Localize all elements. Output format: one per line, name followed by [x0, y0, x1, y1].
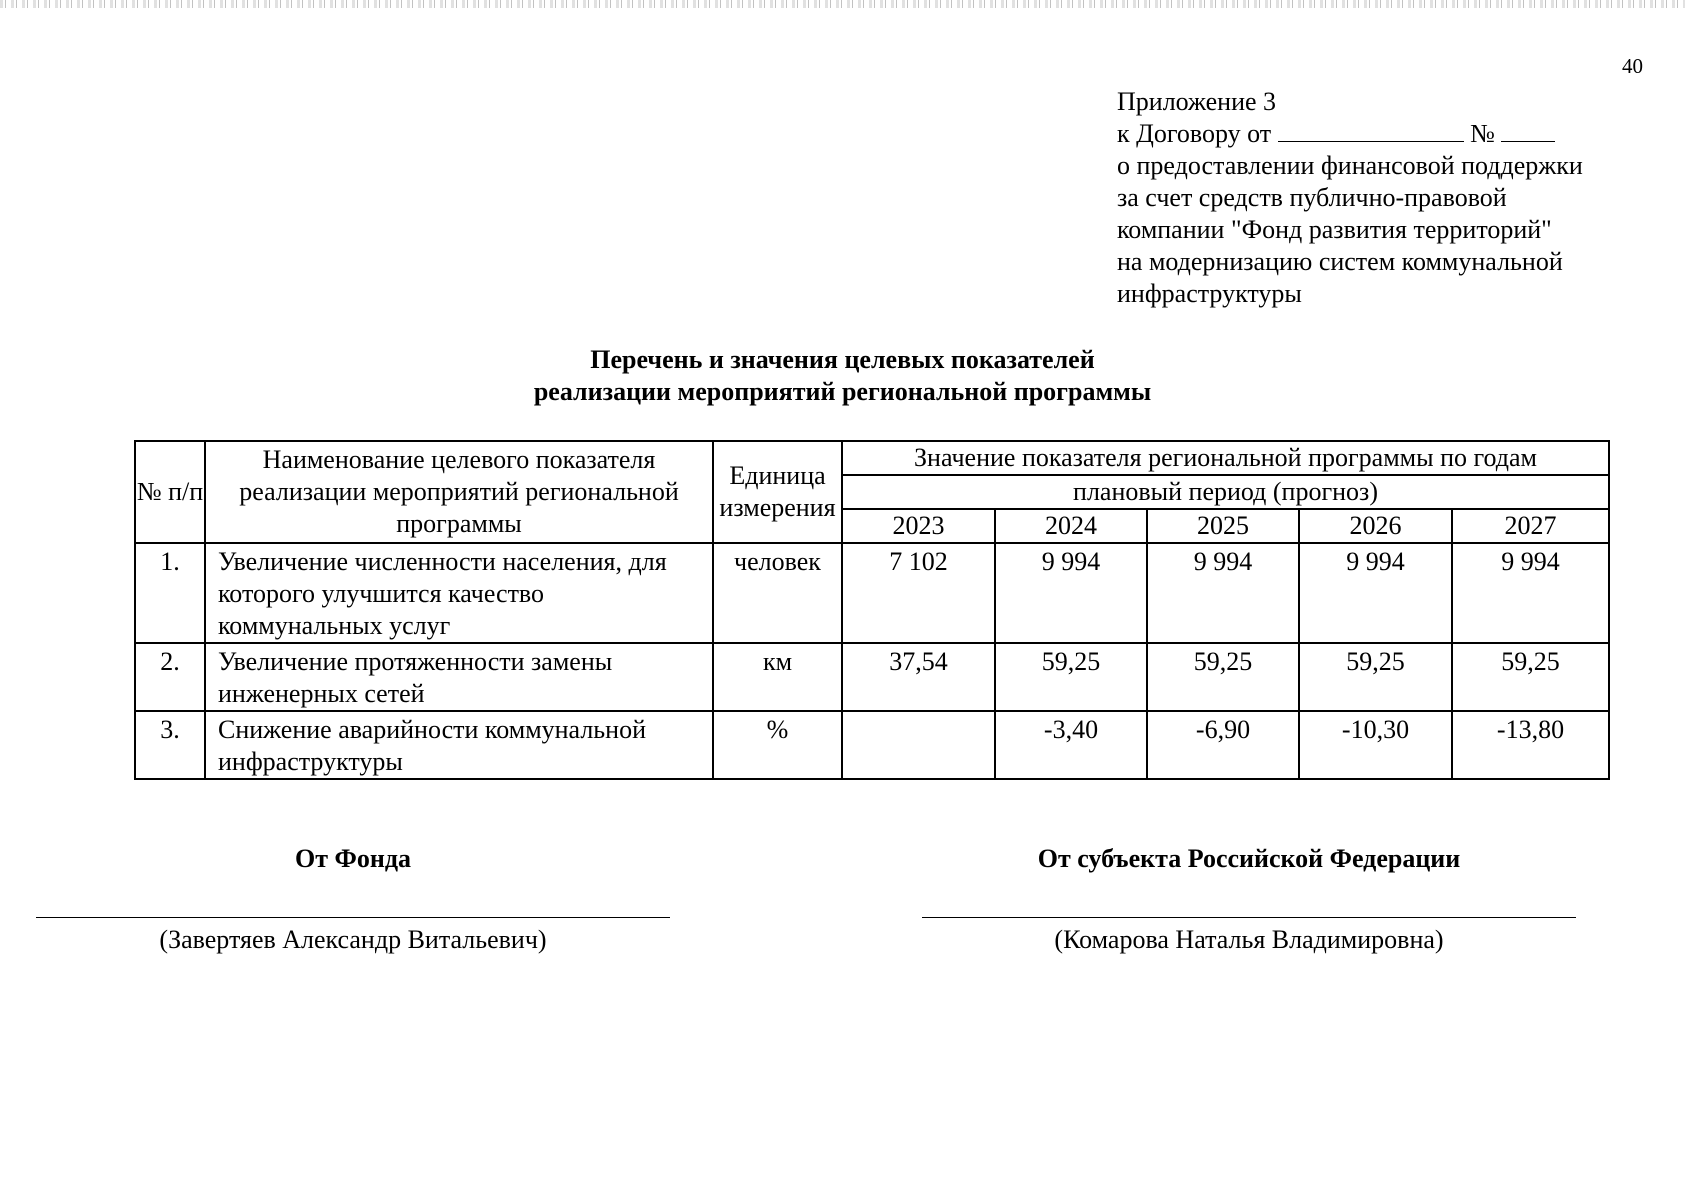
region-signature-title: От субъекта Российской Федерации	[1037, 844, 1461, 873]
scan-edge-noise	[0, 0, 1685, 8]
region-signature-line	[922, 887, 1576, 918]
value-2027: -13,80	[1452, 711, 1609, 779]
value-2024: 59,25	[995, 643, 1147, 711]
indicator-name: Снижение аварийности коммунальной инфраструктуры	[205, 711, 713, 779]
fund-signature-block	[36, 843, 670, 956]
fund-signature-line	[36, 887, 670, 918]
appendix-line-7: инфраструктуры	[1117, 279, 1302, 308]
region-signature-block	[922, 843, 1576, 956]
fund-signatory-name: (Завертяев Александр Витальевич)	[159, 925, 547, 954]
table-row	[135, 643, 1609, 711]
appendix-line-2	[1117, 118, 1657, 150]
header-values-by-year: Значение показателя региональной программы по годам	[842, 441, 1609, 475]
target-indicators-table	[134, 440, 1610, 780]
contract-number-blank	[1501, 119, 1555, 142]
contract-number-sign: №	[1470, 119, 1495, 148]
value-2023	[842, 711, 995, 779]
header-indicator-name: Наименование целевого показателя реализации мероприятий региональной программы	[205, 441, 713, 543]
fund-signature-title: От Фонда	[295, 844, 411, 873]
document-title	[0, 344, 1685, 408]
value-2024: -3,40	[995, 711, 1147, 779]
appendix-line-5: компании "Фонд развития территорий"	[1117, 215, 1552, 244]
header-year-2027: 2027	[1452, 509, 1609, 543]
contract-from-label: к Договору от	[1117, 119, 1272, 148]
table-row	[135, 711, 1609, 779]
indicator-unit: человек	[713, 543, 842, 643]
document-title-line-1: Перечень и значения целевых показателей	[590, 345, 1095, 374]
value-2027: 9 994	[1452, 543, 1609, 643]
contract-date-blank	[1278, 119, 1464, 142]
value-2025: 59,25	[1147, 643, 1299, 711]
appendix-line-6: на модернизацию систем коммунальной	[1117, 247, 1563, 276]
value-2026: 9 994	[1299, 543, 1452, 643]
row-number: 3.	[135, 711, 205, 779]
value-2023: 7 102	[842, 543, 995, 643]
header-year-2023: 2023	[842, 509, 995, 543]
header-year-2026: 2026	[1299, 509, 1452, 543]
region-signatory-name: (Комарова Наталья Владимировна)	[1054, 925, 1444, 954]
row-number: 1.	[135, 543, 205, 643]
value-2025: -6,90	[1147, 711, 1299, 779]
indicator-unit: км	[713, 643, 842, 711]
page-number: 40	[1622, 54, 1643, 78]
value-2026: 59,25	[1299, 643, 1452, 711]
table-row	[135, 543, 1609, 643]
indicator-name: Увеличение протяженности замены инженерных сетей	[205, 643, 713, 711]
value-2023: 37,54	[842, 643, 995, 711]
appendix-line-1: Приложение 3	[1117, 87, 1277, 116]
indicator-unit: %	[713, 711, 842, 779]
header-year-2025: 2025	[1147, 509, 1299, 543]
appendix-line-3: о предоставлении финансовой поддержки	[1117, 151, 1583, 180]
header-number: № п/п	[135, 441, 205, 543]
header-year-2024: 2024	[995, 509, 1147, 543]
row-number: 2.	[135, 643, 205, 711]
value-2025: 9 994	[1147, 543, 1299, 643]
document-title-line-2: реализации мероприятий региональной программы	[533, 377, 1152, 406]
header-unit: Единица измерения	[713, 441, 842, 543]
appendix-line-4: за счет средств публично-правовой	[1117, 183, 1507, 212]
value-2027: 59,25	[1452, 643, 1609, 711]
value-2026: -10,30	[1299, 711, 1452, 779]
appendix-note	[1117, 86, 1657, 310]
indicator-name: Увеличение численности населения, для которого улучшится качество коммунальных услуг	[205, 543, 713, 643]
header-planning-period: плановый период (прогноз)	[842, 475, 1609, 509]
value-2024: 9 994	[995, 543, 1147, 643]
